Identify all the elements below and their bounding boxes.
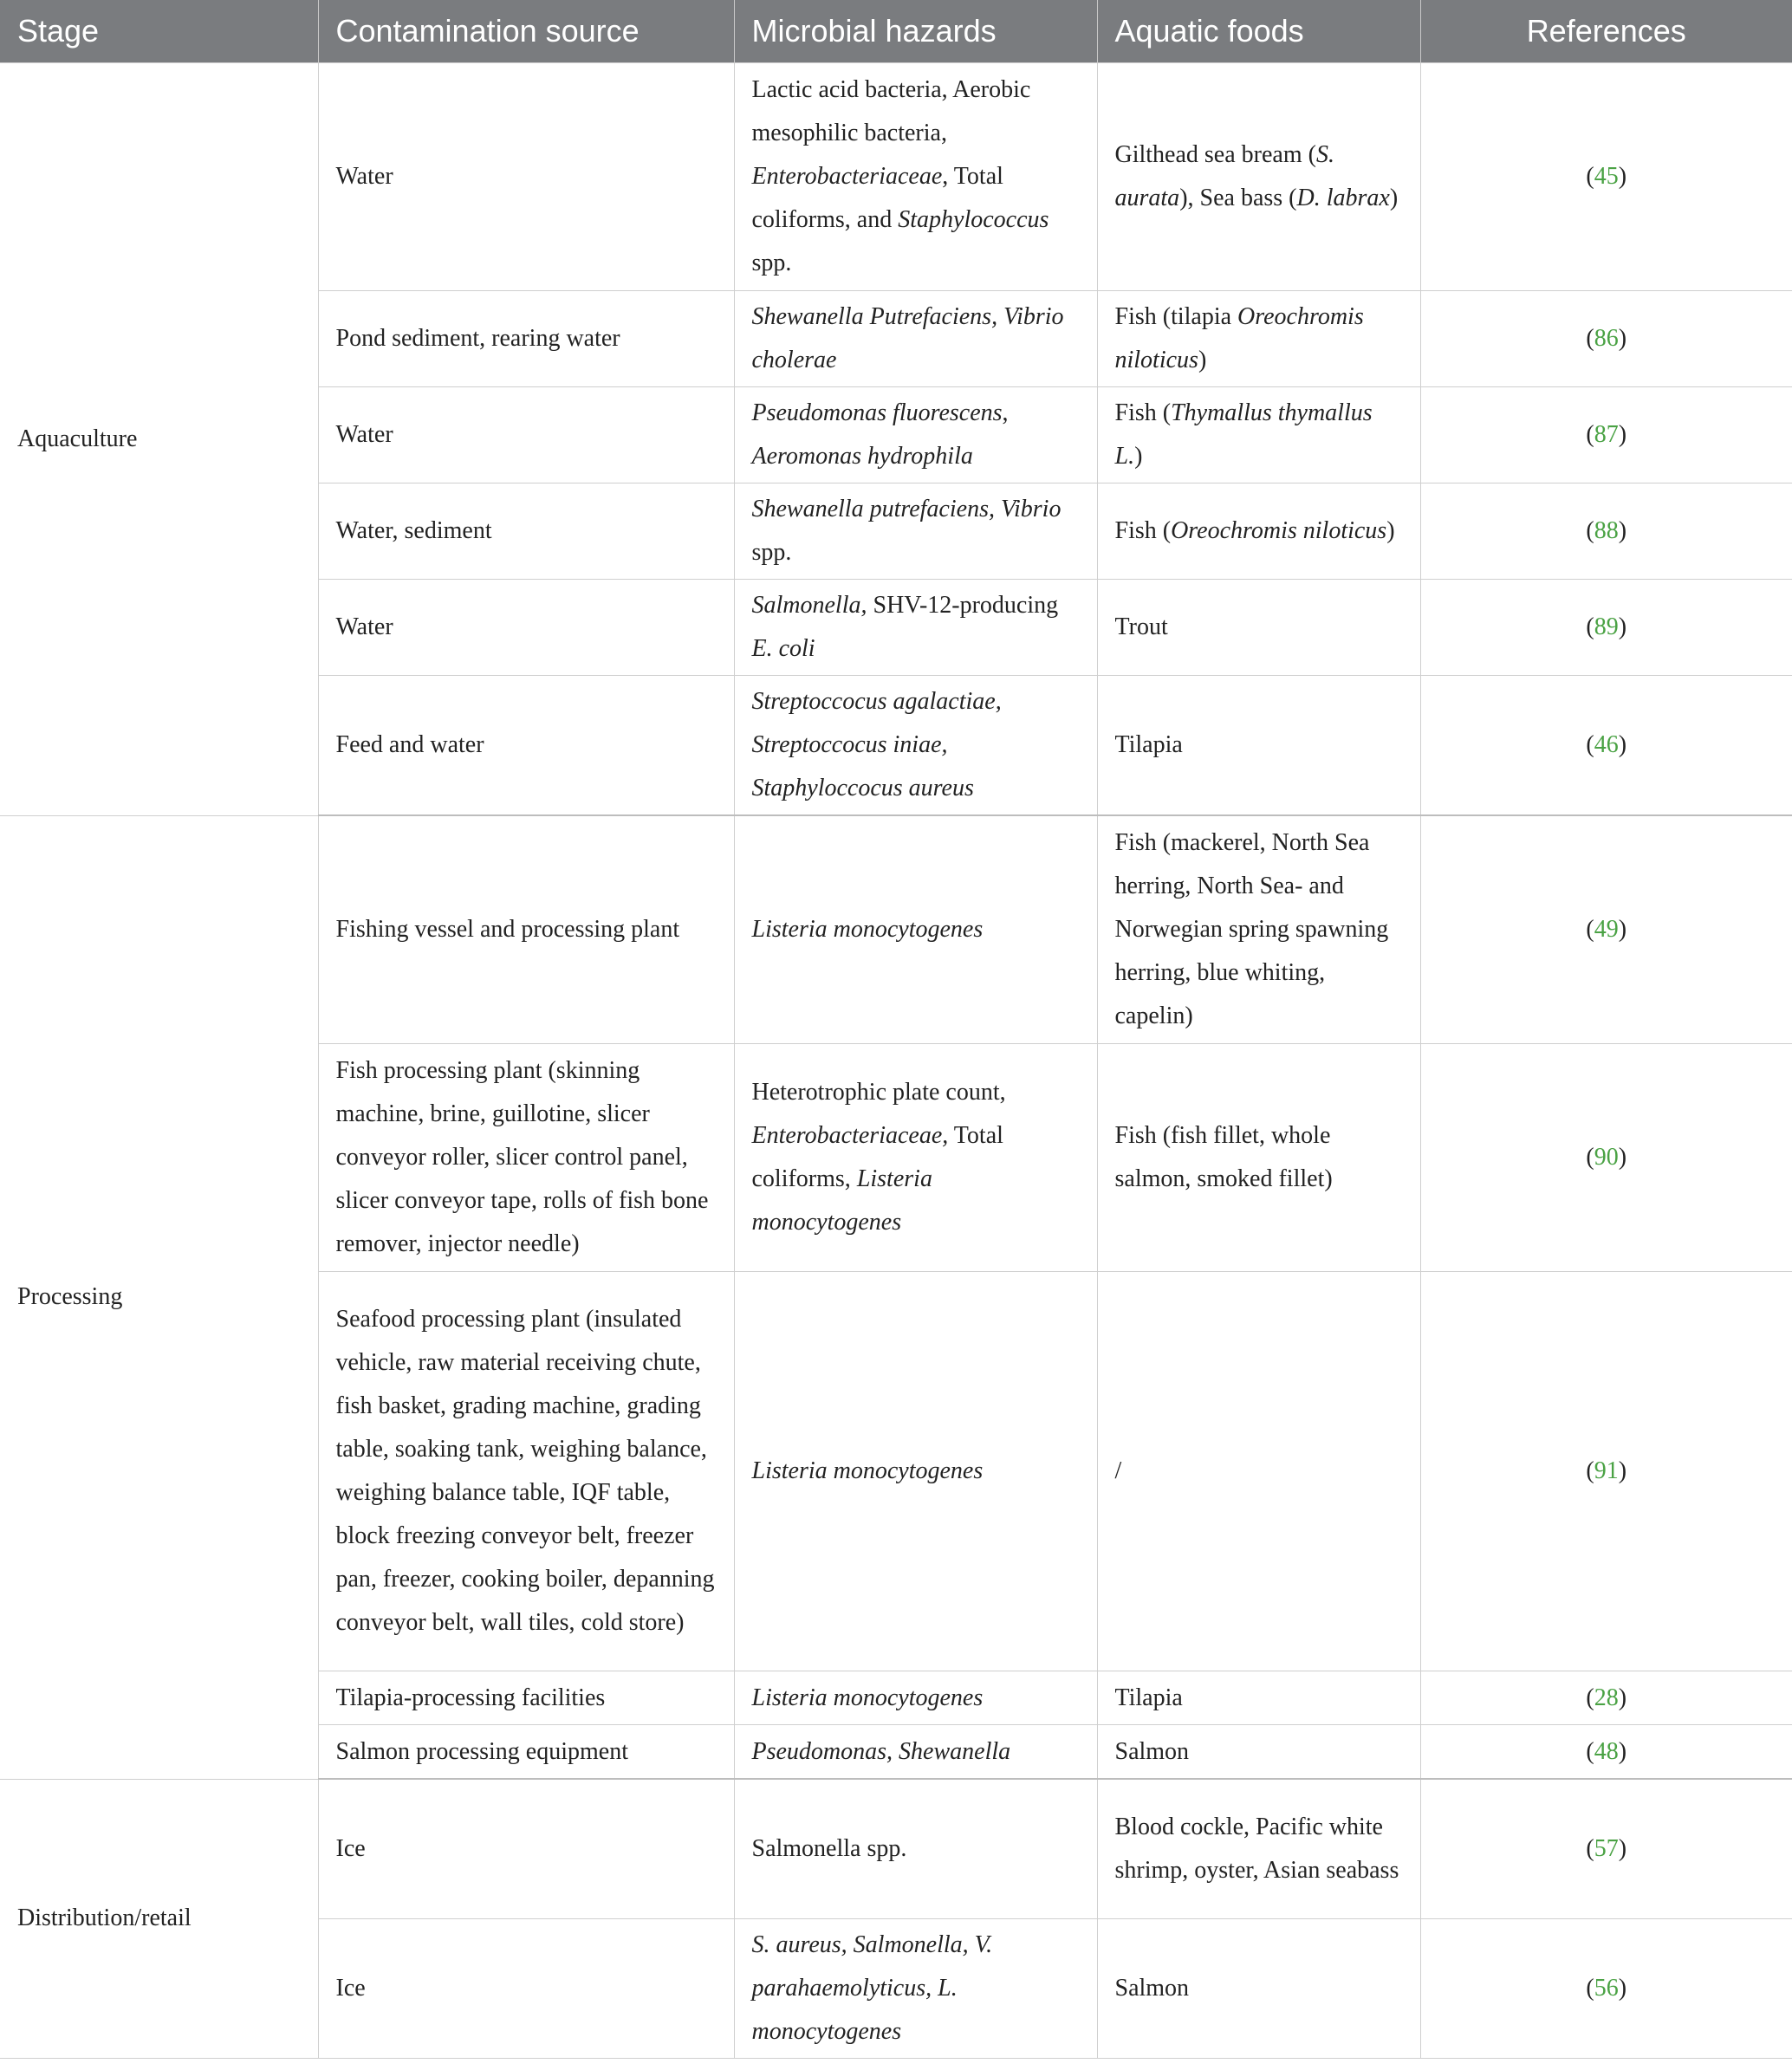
foods-cell: Gilthead sea bream (S. aurata), Sea bass (D. labrax) [1097,63,1420,291]
hazards-cell: Listeria monocytogenes [734,1272,1097,1671]
foods-cell: Tilapia [1097,1671,1420,1725]
hazards-cell: Pseudomonas, Shewanella [734,1725,1097,1780]
source-cell: Ice [318,1919,734,2059]
foods-cell: Tilapia [1097,676,1420,816]
hazards-cell: Salmonella, SHV-12-producing E. coli [734,580,1097,676]
header-aquatic-foods: Aquatic foods [1097,0,1420,63]
stage-cell-aquaculture: Aquaculture [0,63,318,816]
hazards-cell: Shewanella Putrefaciens, Vibrio cholerae [734,291,1097,387]
foods-cell: Salmon [1097,1919,1420,2059]
foods-cell: Fish (fish fillet, whole salmon, smoked fillet) [1097,1044,1420,1272]
reference-cell: (57) [1420,1779,1792,1919]
foods-cell: Blood cockle, Pacific white shrimp, oyster, Asian seabass [1097,1779,1420,1919]
reference-cell: (89) [1420,580,1792,676]
reference-cell: (87) [1420,387,1792,483]
source-cell: Seafood processing plant (insulated vehicle, raw material receiving chute, fish basket, grading machine, grading table, soaking tank, weighing balance, weighing balance table, IQF table, block freezing conveyor belt, freezer pan, freezer, cooking boiler, depanning conveyor belt, wall tiles, cold store) [318,1272,734,1671]
header-contamination-source: Contamination source [318,0,734,63]
hazards-cell: Lactic acid bacteria, Aerobic mesophilic bacteria, Enterobacteriaceae, Total coliforms, and Staphylococcus spp. [734,63,1097,291]
reference-link[interactable]: 89 [1594,613,1619,640]
reference-link[interactable]: 45 [1594,163,1619,190]
hazards-cell: Heterotrophic plate count, Enterobacteriaceae, Total coliforms, Listeria monocytogenes [734,1044,1097,1272]
reference-link[interactable]: 87 [1594,421,1619,448]
reference-cell: (48) [1420,1725,1792,1780]
foods-cell: Trout [1097,580,1420,676]
reference-link[interactable]: 28 [1594,1684,1619,1711]
stage-cell-distribution: Distribution/retail [0,1779,318,2059]
reference-link[interactable]: 88 [1594,517,1619,544]
reference-link[interactable]: 56 [1594,1975,1619,2002]
header-microbial-hazards: Microbial hazards [734,0,1097,63]
reference-link[interactable]: 90 [1594,1144,1619,1171]
reference-link[interactable]: 49 [1594,916,1619,943]
reference-link[interactable]: 86 [1594,325,1619,352]
source-cell: Water [318,580,734,676]
source-cell: Salmon processing equipment [318,1725,734,1780]
hazards-cell: Shewanella putrefaciens, Vibrio spp. [734,483,1097,580]
source-cell: Tilapia-processing facilities [318,1671,734,1725]
reference-cell: (90) [1420,1044,1792,1272]
source-cell: Feed and water [318,676,734,816]
hazards-cell: Streptoccocus agalactiae, Streptoccocus iniae, Staphyloccocus aureus [734,676,1097,816]
reference-link[interactable]: 46 [1594,731,1619,758]
reference-link[interactable]: 91 [1594,1457,1619,1484]
reference-link[interactable]: 48 [1594,1737,1619,1765]
source-cell: Water [318,63,734,291]
foods-cell: Fish (Oreochromis niloticus) [1097,483,1420,580]
foods-cell: Fish (mackerel, North Sea herring, North Sea- and Norwegian spring spawning herring, blue whiting, capelin) [1097,815,1420,1044]
hazards-cell: S. aureus, Salmonella, V. parahaemolyticus, L. monocytogenes [734,1919,1097,2059]
hazards-cell: Salmonella spp. [734,1779,1097,1919]
hazards-cell: Pseudomonas fluorescens, Aeromonas hydrophila [734,387,1097,483]
header-references: References [1420,0,1792,63]
header-stage: Stage [0,0,318,63]
reference-cell: (49) [1420,815,1792,1044]
reference-cell: (91) [1420,1272,1792,1671]
header-row [0,0,1792,63]
reference-cell: (28) [1420,1671,1792,1725]
reference-cell: (45) [1420,63,1792,291]
hazards-cell: Listeria monocytogenes [734,815,1097,1044]
reference-link[interactable]: 57 [1594,1835,1619,1862]
foods-cell: Salmon [1097,1725,1420,1780]
source-cell: Fish processing plant (skinning machine, brine, guillotine, slicer conveyor roller, slicer control panel, slicer conveyor tape, rolls of fish bone remover, injector needle) [318,1044,734,1272]
source-cell: Ice [318,1779,734,1919]
source-cell: Pond sediment, rearing water [318,291,734,387]
table-row [0,815,1792,1044]
reference-cell: (56) [1420,1919,1792,2059]
stage-cell-processing: Processing [0,815,318,1779]
table-row [0,63,1792,291]
hazards-cell: Listeria monocytogenes [734,1671,1097,1725]
table-row [0,1779,1792,1919]
reference-cell: (86) [1420,291,1792,387]
source-cell: Water [318,387,734,483]
source-cell: Water, sediment [318,483,734,580]
foods-cell: Fish (Thymallus thymallus L.) [1097,387,1420,483]
foods-cell: Fish (tilapia Oreochromis niloticus) [1097,291,1420,387]
source-cell: Fishing vessel and processing plant [318,815,734,1044]
reference-cell: (46) [1420,676,1792,816]
reference-cell: (88) [1420,483,1792,580]
foods-cell: / [1097,1272,1420,1671]
